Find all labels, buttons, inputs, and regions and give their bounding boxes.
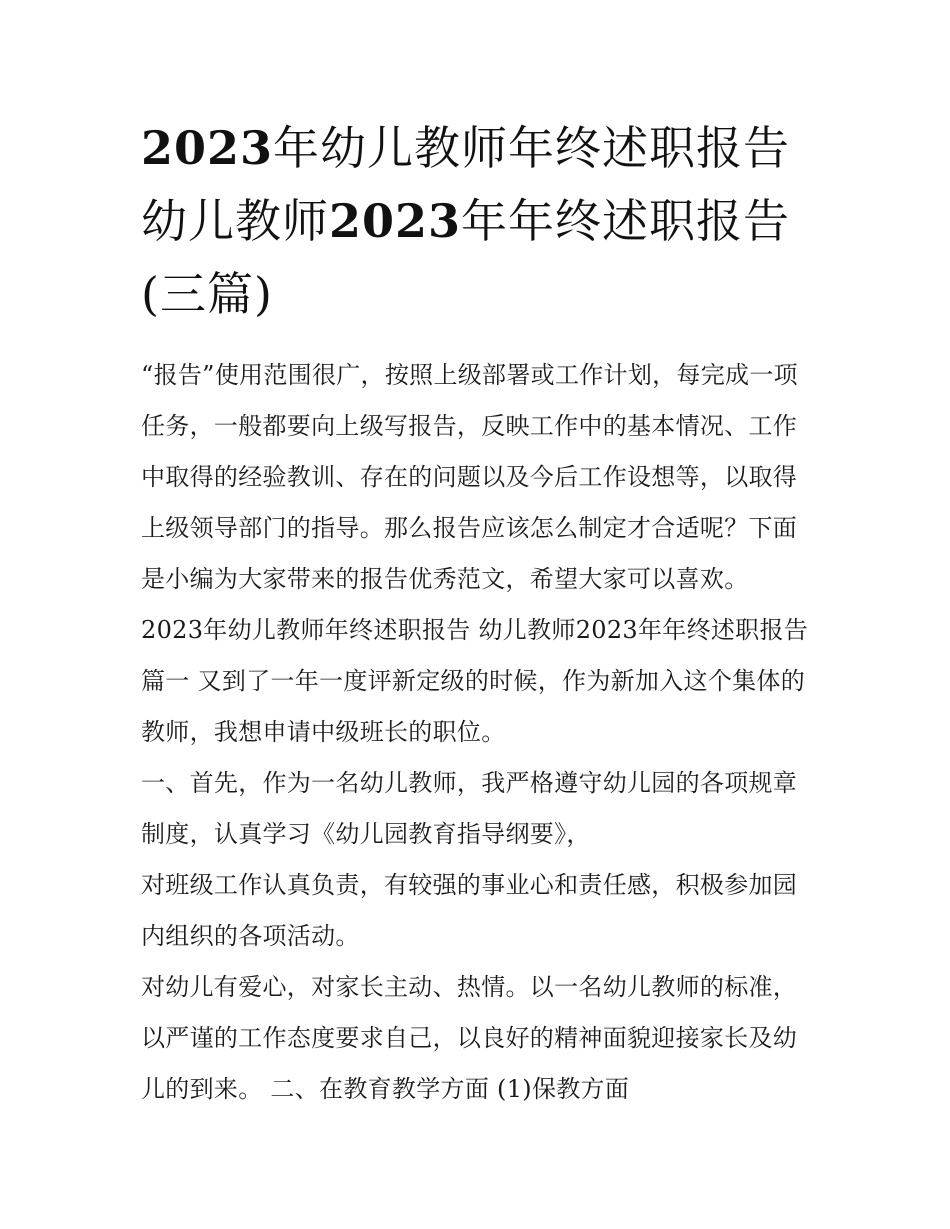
title-text-2b: 年年终述职报告 [461,194,791,248]
document-content [141,112,813,1115]
title-text-1: 年幼儿教师年终述职报告 [273,121,791,175]
paragraph-intro: “报告”使用范围很广，按照上级部署或工作计划，每完成一项任务，一般都要向上级写报告，反映工作中的基本情况、工作中取得的经验教训、存在的问题以及今后工作设想等，以取得上级领导部门的指导。那么报告应该怎么制定才合适呢？下面是小编为大家带来的报告优秀范文，希望大家可以喜欢。 [141,361,798,593]
title-year-1: 2023 [141,121,274,175]
paragraph-responsibility: 对班级工作认真负责，有较强的事业心和责任感，积极参加园内组织的各项活动。 [141,871,798,950]
paragraph-heading: 2023年幼儿教师年终述职报告 幼儿教师2023年年终述职报告篇一 又到了一年一度评新定级的时候，作为新加入这个集体的教师，我想申请中级班长的职位。 [141,616,809,746]
paragraph-attitude: 对幼儿有爱心，对家长主动、热情。以一名幼儿教师的标准，以严谨的工作态度要求自己，以良好的精神面貌迎接家长及幼儿的到来。 二、在教育教学方面 (1)保教方面 [141,973,798,1103]
document-title [141,112,813,331]
document-body [141,350,813,1115]
title-text-3: (三篇) [141,267,273,321]
paragraph-first-point: 一、首先，作为一名幼儿教师，我严格遵守幼儿园的各项规章制度，认真学习《幼儿园教育指导纲要》， [141,769,798,848]
title-year-2: 2023 [329,194,462,248]
title-text-2a: 幼儿教师 [141,194,329,248]
